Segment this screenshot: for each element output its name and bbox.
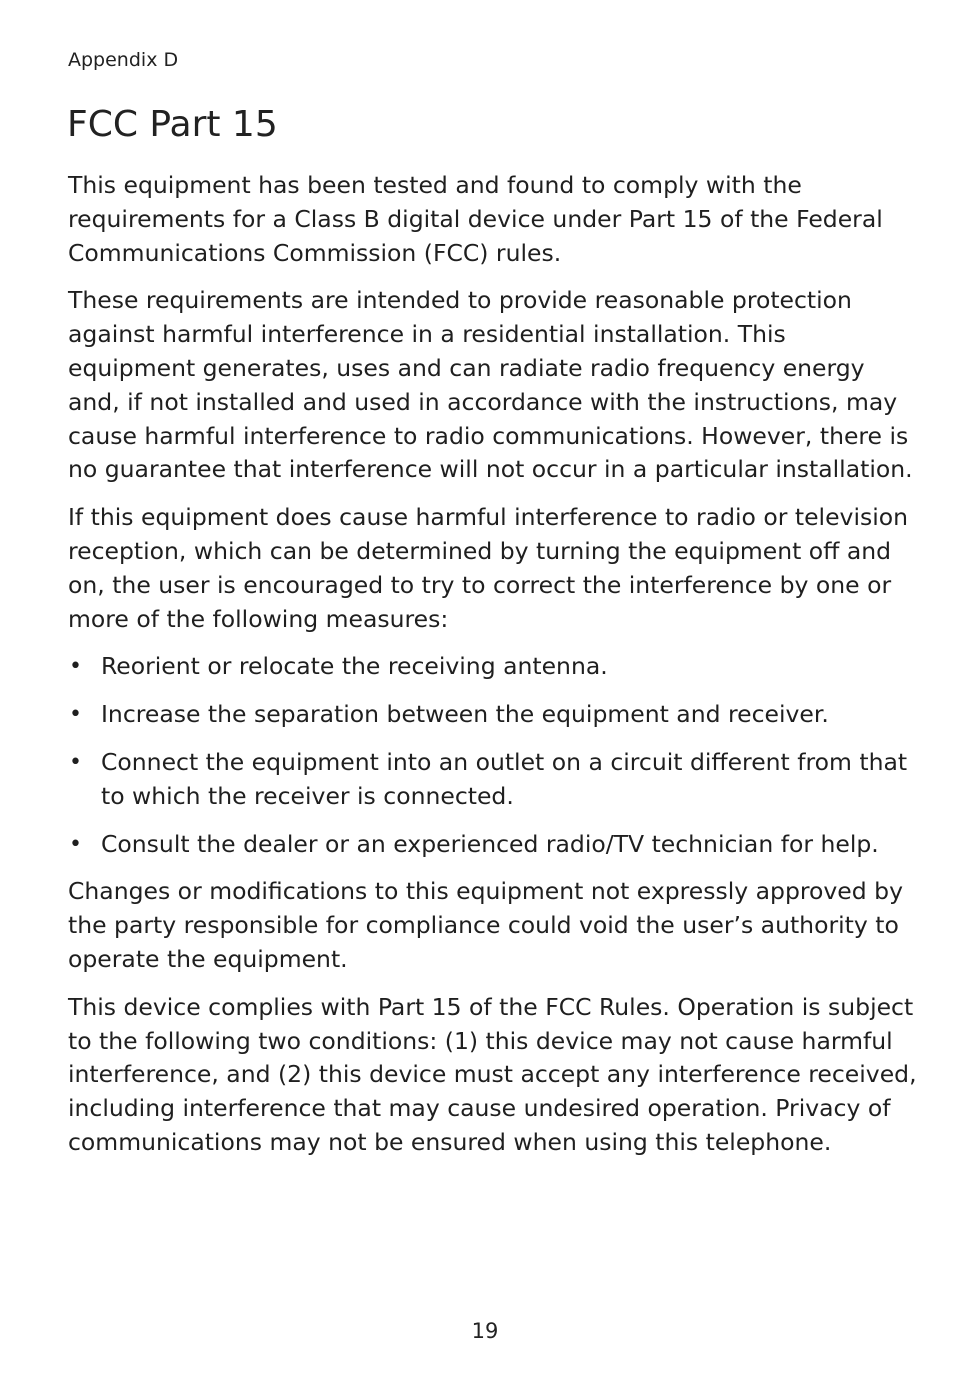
list-item-text: Consult the dealer or an experienced radio/TV technician for help. bbox=[101, 829, 879, 858]
list-item-text: Reorient or relocate the receiving antenna. bbox=[101, 652, 608, 681]
list-item bbox=[68, 746, 918, 814]
list-item-text: Connect the equipment into an outlet on a circuit different from that to which the receiver is connected. bbox=[101, 747, 908, 810]
bullet-icon: • bbox=[69, 831, 82, 857]
list-item bbox=[68, 828, 918, 862]
measures-list bbox=[68, 650, 918, 861]
paragraph-modifications: Changes or modifications to this equipment not expressly approved by the party responsible for compliance could void the user’s authority to operate the equipment. bbox=[68, 877, 903, 973]
list-item bbox=[68, 650, 918, 684]
paragraph-part15-conditions: This device complies with Part 15 of the FCC Rules. Operation is subject to the following two conditions: (1) this device may not cause harmful interference, and (2) this device must accept any interference received, including interference that may cause undesired operation. Privacy of communications may not be ensured when using this telephone. bbox=[68, 992, 917, 1156]
page-number: 19 bbox=[471, 1319, 499, 1343]
page-title: FCC Part 15 bbox=[67, 104, 278, 145]
list-item-text: Increase the separation between the equipment and receiver. bbox=[101, 700, 829, 729]
page-content bbox=[68, 169, 918, 1174]
bullet-icon: • bbox=[69, 654, 82, 680]
paragraph-compliance: This equipment has been tested and found to comply with the requirements for a Class B digital device under Part 15 of the Federal Communications Commission (FCC) rules. bbox=[68, 171, 883, 267]
section-label: Appendix D bbox=[68, 49, 179, 71]
bullet-icon: • bbox=[69, 702, 82, 728]
paragraph-protection: These requirements are intended to provide reasonable protection against harmful interference in a residential installation. This equipment generates, uses and can radiate radio frequency energy and, if not installed and used in accordance with the instructions, may cause harmful interference to radio communications. However, there is no guarantee that interference will not occur in a particular installation. bbox=[68, 286, 913, 484]
paragraph-measures-intro: If this equipment does cause harmful interference to radio or television reception, which can be determined by turning the equipment off and on, the user is encouraged to try to correct the interference by one or more of the following measures: bbox=[68, 503, 909, 633]
list-item bbox=[68, 698, 918, 732]
bullet-icon: • bbox=[69, 749, 82, 775]
